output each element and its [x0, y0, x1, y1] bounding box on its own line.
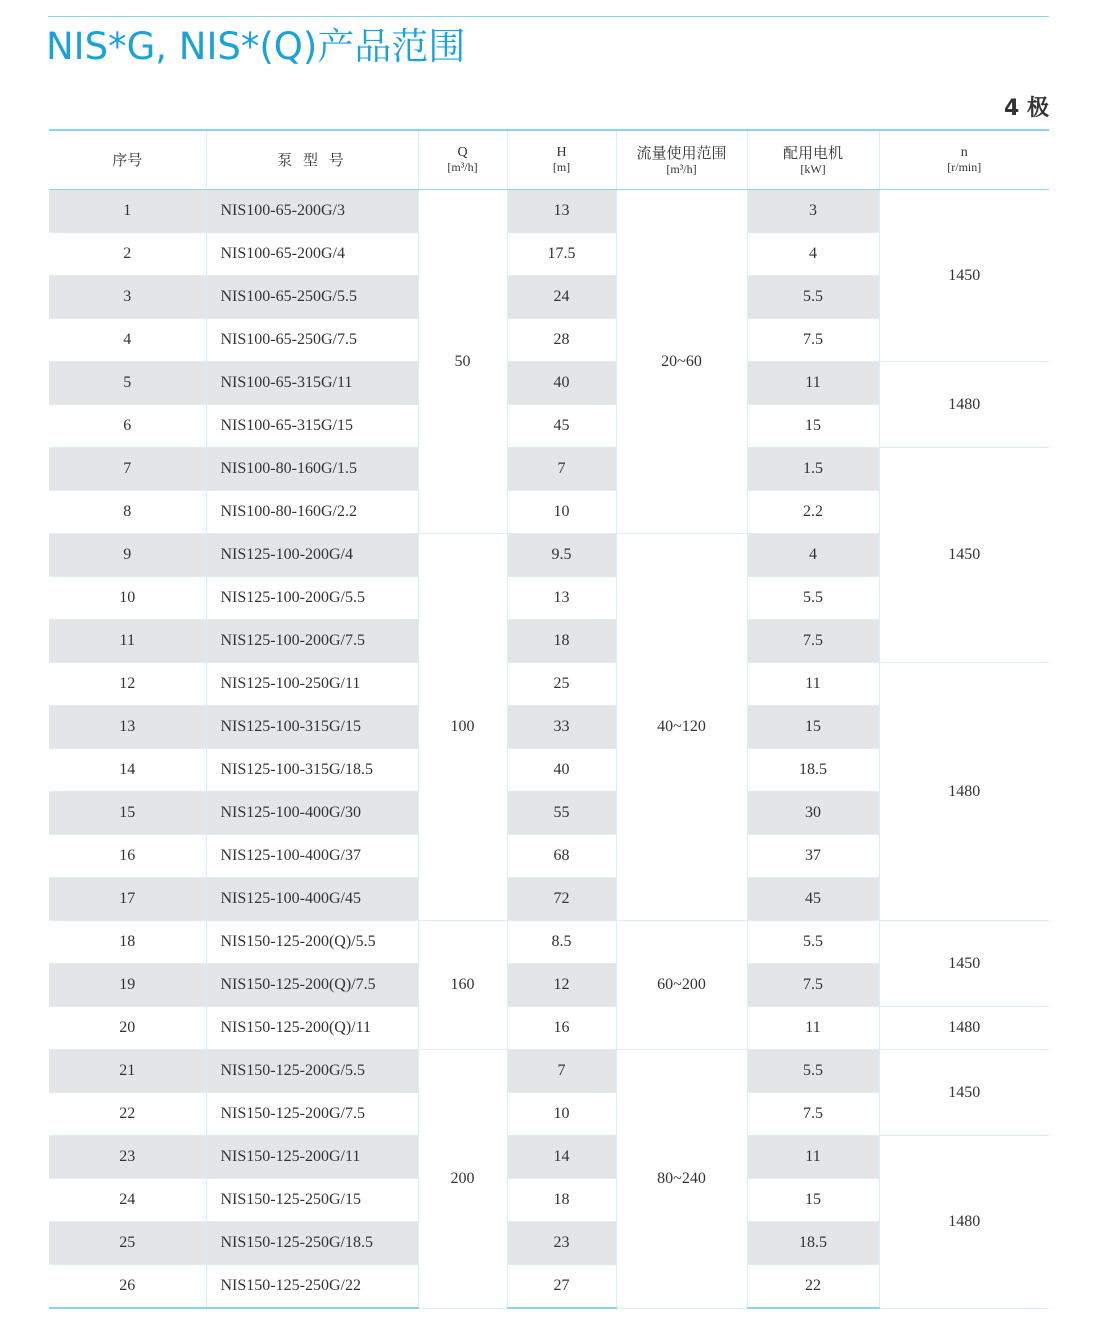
cell-motor-kw: 37: [747, 835, 879, 878]
cell-index: 25: [49, 1222, 206, 1265]
cell-model: NIS150-125-200(Q)/11: [206, 1007, 418, 1050]
header-motor-unit: [kW]: [800, 161, 826, 176]
cell-head-h: 18: [507, 620, 616, 663]
cell-motor-kw: 18.5: [747, 749, 879, 792]
cell-head-h: 33: [507, 706, 616, 749]
header-motor-label: 配用电机: [782, 143, 843, 162]
cell-index: 12: [49, 663, 206, 706]
cell-motor-kw: 11: [747, 1007, 879, 1050]
table-body: [49, 190, 1049, 1309]
cell-motor-kw: 5.5: [747, 921, 879, 964]
cell-model: NIS100-65-315G/15: [206, 405, 418, 448]
header-speed: [879, 130, 1049, 190]
table-row: [49, 362, 1049, 405]
header-h: [507, 130, 616, 190]
cell-head-h: 16: [507, 1007, 616, 1050]
table-row: [49, 663, 1049, 706]
cell-model: NIS125-100-315G/15: [206, 706, 418, 749]
cell-head-h: 18: [507, 1179, 616, 1222]
header-model-label: 泵 型 号: [277, 151, 347, 169]
cell-motor-kw: 4: [747, 534, 879, 577]
cell-head-h: 40: [507, 362, 616, 405]
header-flow-range-label: 流量使用范围: [636, 143, 727, 162]
cell-motor-kw: 2.2: [747, 491, 879, 534]
cell-motor-kw: 30: [747, 792, 879, 835]
cell-flow-range: 80~240: [616, 1050, 747, 1309]
cell-head-h: 40: [507, 749, 616, 792]
cell-index: 9: [49, 534, 206, 577]
cell-flow-range: 40~120: [616, 534, 747, 921]
product-range-table: [49, 129, 1049, 1309]
cell-speed-n: 1450: [879, 1050, 1049, 1136]
cell-speed-n: 1450: [879, 190, 1049, 362]
cell-model: NIS100-65-250G/7.5: [206, 319, 418, 362]
cell-head-h: 68: [507, 835, 616, 878]
header-motor: [747, 130, 879, 190]
cell-model: NIS100-65-315G/11: [206, 362, 418, 405]
table-row: [49, 190, 1049, 233]
cell-motor-kw: 3: [747, 190, 879, 233]
cell-head-h: 23: [507, 1222, 616, 1265]
cell-index: 11: [49, 620, 206, 663]
cell-model: NIS100-80-160G/2.2: [206, 491, 418, 534]
cell-motor-kw: 7.5: [747, 964, 879, 1007]
cell-index: 4: [49, 319, 206, 362]
table-row: [49, 1007, 1049, 1050]
cell-head-h: 10: [507, 1093, 616, 1136]
cell-head-h: 13: [507, 190, 616, 233]
cell-flow-range: 20~60: [616, 190, 747, 534]
cell-index: 24: [49, 1179, 206, 1222]
cell-model: NIS125-100-200G/4: [206, 534, 418, 577]
cell-index: 23: [49, 1136, 206, 1179]
header-index: [49, 130, 206, 190]
cell-motor-kw: 5.5: [747, 577, 879, 620]
cell-motor-kw: 7.5: [747, 1093, 879, 1136]
cell-head-h: 7: [507, 1050, 616, 1093]
cell-model: NIS150-125-250G/22: [206, 1265, 418, 1309]
cell-head-h: 10: [507, 491, 616, 534]
cell-motor-kw: 4: [747, 233, 879, 276]
header-q: [418, 130, 507, 190]
cell-motor-kw: 7.5: [747, 319, 879, 362]
cell-index: 17: [49, 878, 206, 921]
cell-head-h: 7: [507, 448, 616, 491]
cell-head-h: 45: [507, 405, 616, 448]
cell-head-h: 9.5: [507, 534, 616, 577]
cell-index: 21: [49, 1050, 206, 1093]
cell-model: NIS100-65-200G/3: [206, 190, 418, 233]
cell-index: 19: [49, 964, 206, 1007]
table-row: [49, 921, 1049, 964]
cell-index: 1: [49, 190, 206, 233]
cell-motor-kw: 15: [747, 706, 879, 749]
cell-model: NIS150-125-200(Q)/5.5: [206, 921, 418, 964]
cell-flow-range: 60~200: [616, 921, 747, 1050]
table-row: [49, 1136, 1049, 1179]
header-model: [206, 130, 418, 190]
cell-index: 2: [49, 233, 206, 276]
cell-head-h: 25: [507, 663, 616, 706]
cell-motor-kw: 11: [747, 663, 879, 706]
cell-model: NIS125-100-400G/37: [206, 835, 418, 878]
cell-model: NIS125-100-315G/18.5: [206, 749, 418, 792]
cell-model: NIS125-100-200G/5.5: [206, 577, 418, 620]
cell-flow-q: 160: [418, 921, 507, 1050]
header-flow-range-unit: [m³/h]: [666, 161, 697, 176]
cell-model: NIS100-80-160G/1.5: [206, 448, 418, 491]
cell-motor-kw: 11: [747, 362, 879, 405]
cell-motor-kw: 22: [747, 1265, 879, 1309]
cell-index: 3: [49, 276, 206, 319]
cell-speed-n: 1480: [879, 1007, 1049, 1050]
cell-motor-kw: 15: [747, 405, 879, 448]
cell-speed-n: 1480: [879, 663, 1049, 921]
cell-index: 16: [49, 835, 206, 878]
header-flow-range: [616, 130, 747, 190]
cell-motor-kw: 11: [747, 1136, 879, 1179]
cell-motor-kw: 5.5: [747, 276, 879, 319]
cell-motor-kw: 15: [747, 1179, 879, 1222]
cell-index: 22: [49, 1093, 206, 1136]
cell-motor-kw: 18.5: [747, 1222, 879, 1265]
cell-speed-n: 1480: [879, 362, 1049, 448]
cell-index: 18: [49, 921, 206, 964]
table-header: [49, 130, 1049, 190]
top-rule: [48, 16, 1049, 17]
header-q-unit: [m³/h]: [447, 159, 478, 174]
cell-speed-n: 1480: [879, 1136, 1049, 1309]
header-h-unit: [m]: [552, 159, 571, 174]
cell-flow-q: 200: [418, 1050, 507, 1309]
cell-model: NIS150-125-250G/18.5: [206, 1222, 418, 1265]
pole-count-label: 4 极: [1004, 96, 1049, 121]
cell-head-h: 12: [507, 964, 616, 1007]
cell-index: 10: [49, 577, 206, 620]
cell-index: 7: [49, 448, 206, 491]
cell-head-h: 24: [507, 276, 616, 319]
cell-head-h: 14: [507, 1136, 616, 1179]
cell-model: NIS125-100-400G/30: [206, 792, 418, 835]
header-speed-symbol: n: [960, 144, 968, 160]
cell-motor-kw: 45: [747, 878, 879, 921]
cell-index: 15: [49, 792, 206, 835]
cell-head-h: 28: [507, 319, 616, 362]
cell-head-h: 8.5: [507, 921, 616, 964]
cell-index: 8: [49, 491, 206, 534]
cell-speed-n: 1450: [879, 448, 1049, 663]
cell-model: NIS100-65-250G/5.5: [206, 276, 418, 319]
cell-head-h: 55: [507, 792, 616, 835]
cell-model: NIS100-65-200G/4: [206, 233, 418, 276]
cell-model: NIS150-125-200G/5.5: [206, 1050, 418, 1093]
header-speed-unit: [r/min]: [947, 159, 982, 174]
cell-head-h: 72: [507, 878, 616, 921]
page-title: NIS*G, NIS*(Q)产品范围: [46, 25, 466, 68]
cell-index: 13: [49, 706, 206, 749]
table-row: [49, 448, 1049, 491]
cell-motor-kw: 1.5: [747, 448, 879, 491]
cell-head-h: 13: [507, 577, 616, 620]
cell-index: 14: [49, 749, 206, 792]
cell-motor-kw: 7.5: [747, 620, 879, 663]
cell-speed-n: 1450: [879, 921, 1049, 1007]
cell-model: NIS150-125-200(Q)/7.5: [206, 964, 418, 1007]
cell-flow-q: 100: [418, 534, 507, 921]
cell-index: 26: [49, 1265, 206, 1309]
cell-model: NIS150-125-200G/7.5: [206, 1093, 418, 1136]
cell-model: NIS150-125-200G/11: [206, 1136, 418, 1179]
cell-index: 20: [49, 1007, 206, 1050]
header-index-label: 序号: [112, 151, 143, 169]
cell-model: NIS125-100-250G/11: [206, 663, 418, 706]
cell-model: NIS125-100-200G/7.5: [206, 620, 418, 663]
cell-model: NIS125-100-400G/45: [206, 878, 418, 921]
table-row: [49, 1050, 1049, 1093]
cell-flow-q: 50: [418, 190, 507, 534]
cell-model: NIS150-125-250G/15: [206, 1179, 418, 1222]
header-h-symbol: H: [556, 144, 567, 160]
cell-head-h: 27: [507, 1265, 616, 1309]
cell-head-h: 17.5: [507, 233, 616, 276]
cell-motor-kw: 5.5: [747, 1050, 879, 1093]
cell-index: 6: [49, 405, 206, 448]
header-q-symbol: Q: [457, 144, 468, 160]
cell-index: 5: [49, 362, 206, 405]
